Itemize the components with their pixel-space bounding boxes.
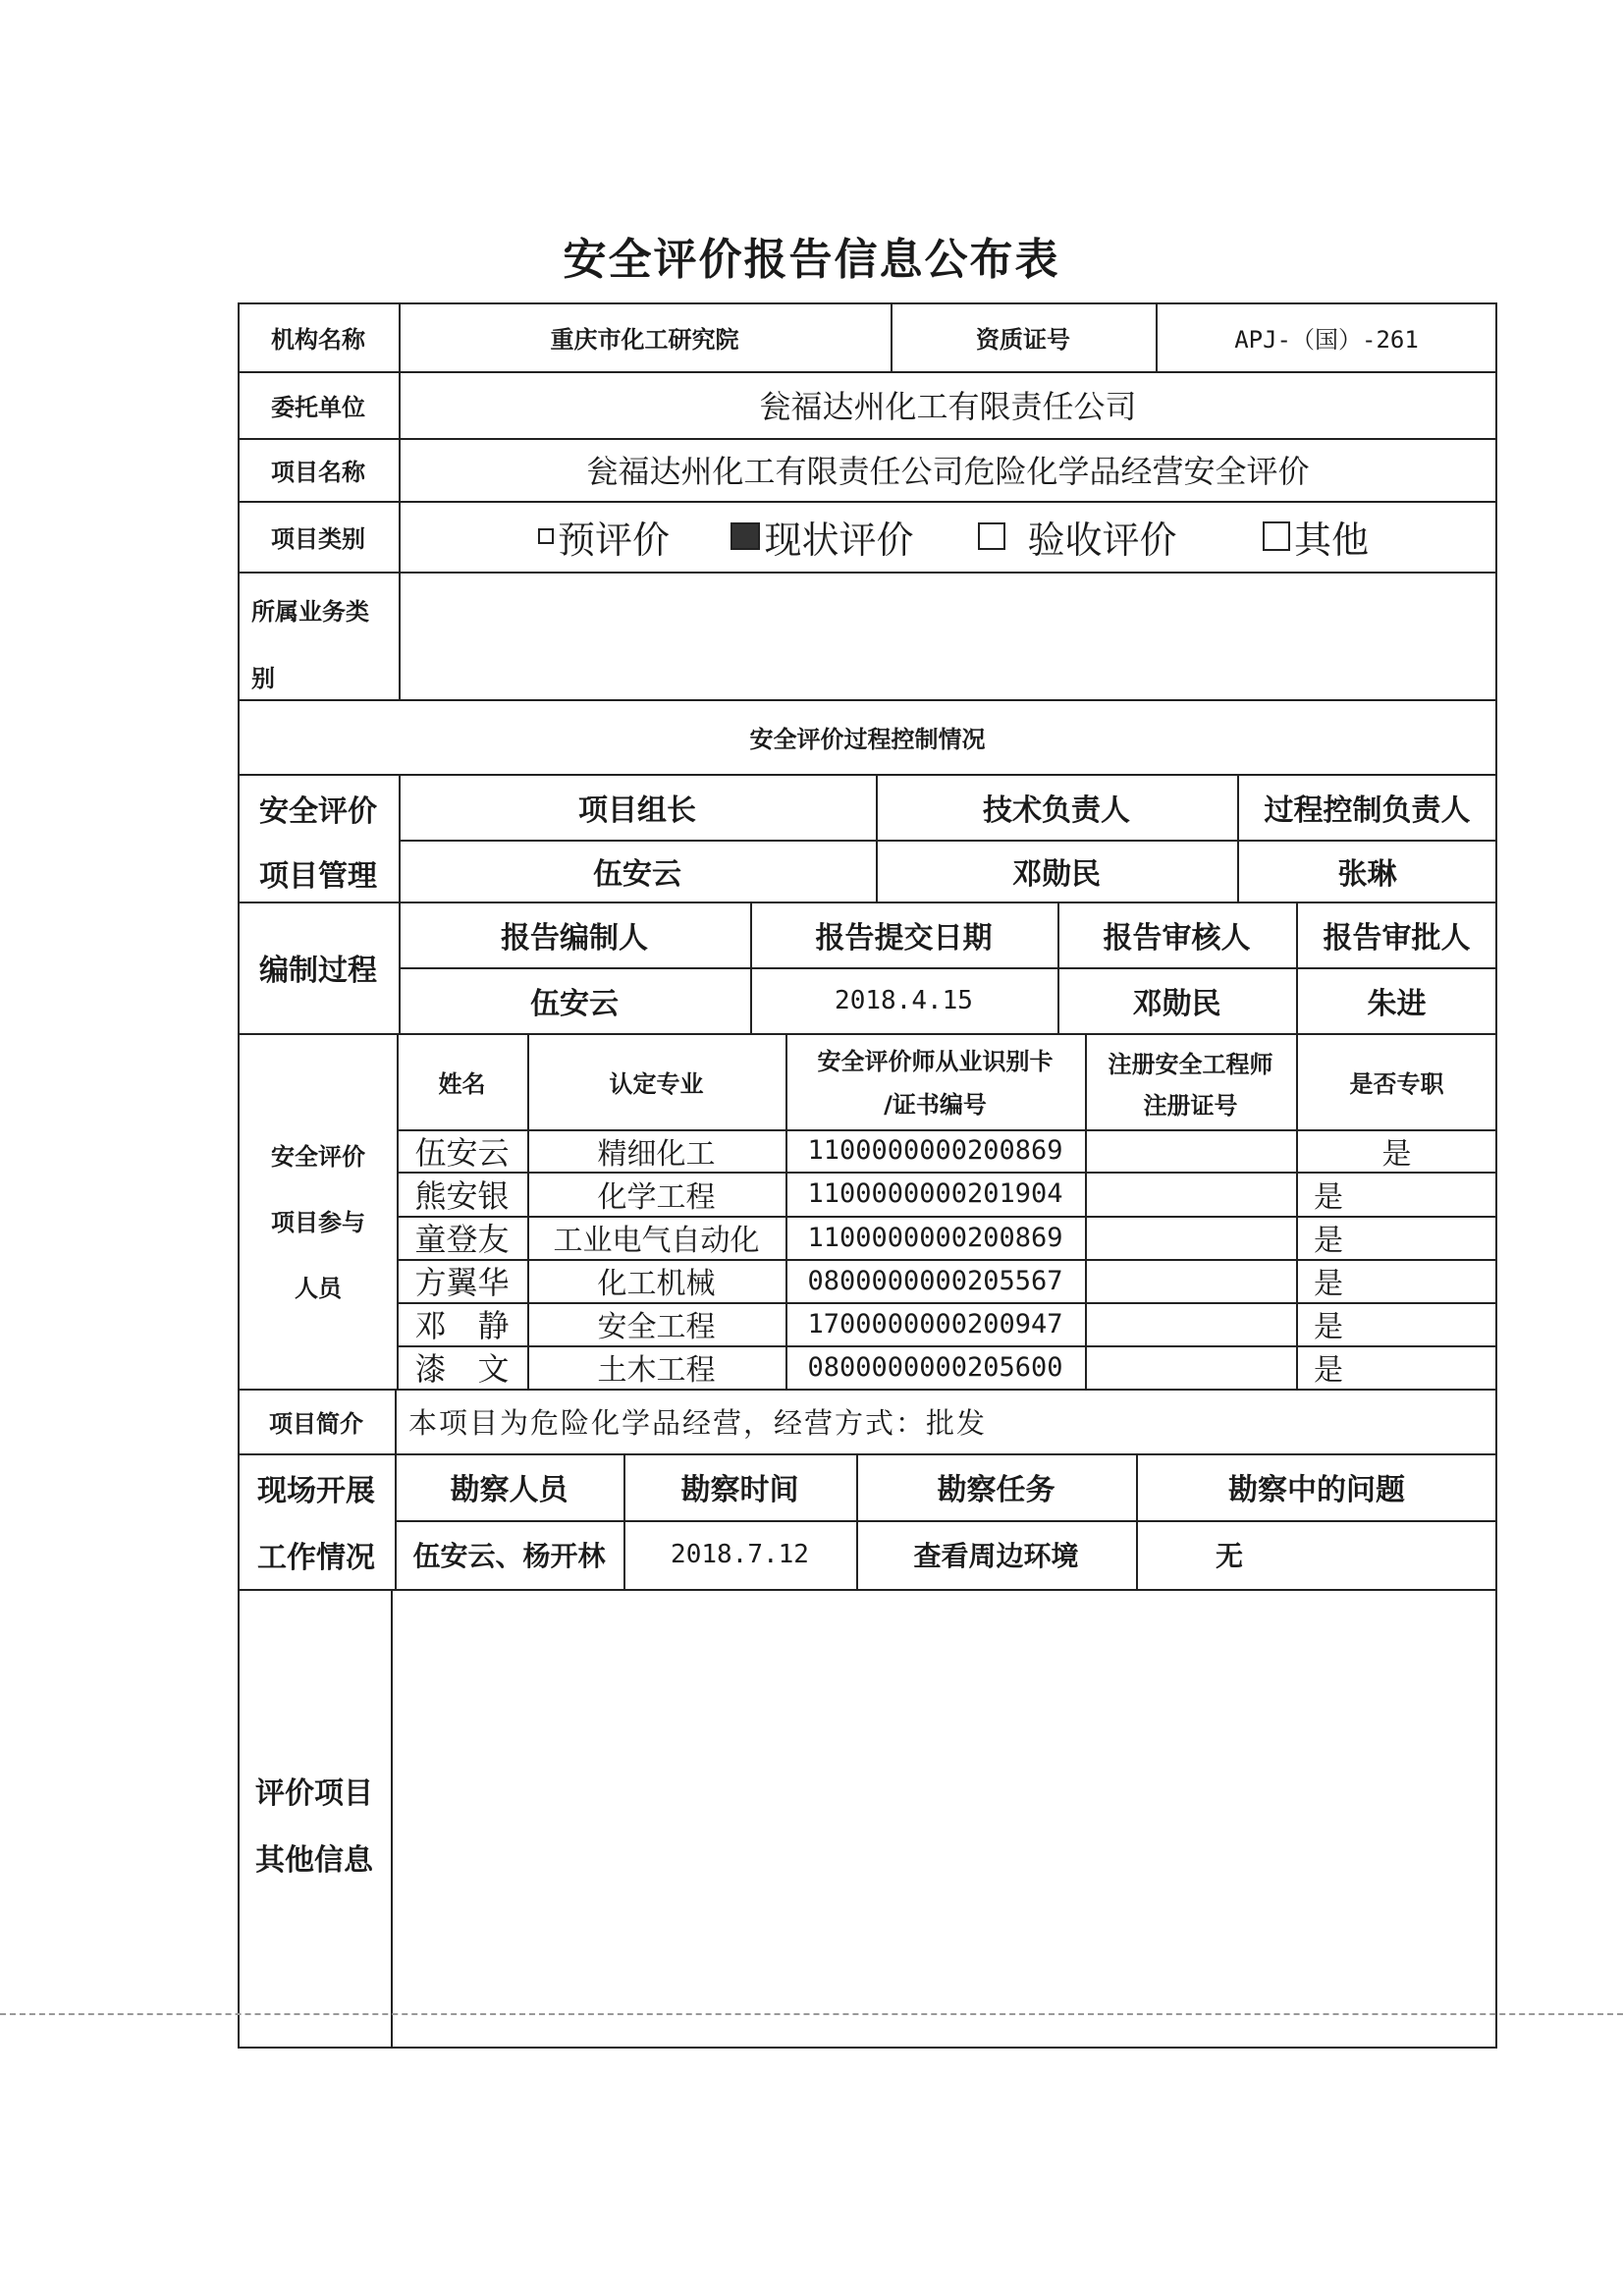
summary-label: 项目简介 xyxy=(269,1409,363,1438)
participant-name: 熊安银 xyxy=(414,1176,510,1215)
participant-fulltime: 是 xyxy=(1314,1310,1343,1344)
participant-name: 伍安云 xyxy=(414,1133,510,1172)
header-fulltime: 是否专职 xyxy=(1349,1069,1444,1098)
participant-major: 安全工程 xyxy=(597,1310,716,1344)
header-card-number-cont: /证书编号 xyxy=(884,1090,987,1119)
participant-name: 方翼华 xyxy=(414,1264,510,1301)
survey-date: 2018.7.12 xyxy=(671,1540,809,1569)
process-control-lead-name: 张琳 xyxy=(1337,856,1397,892)
participant-major: 化工机械 xyxy=(597,1267,716,1301)
header-survey-task: 勘察任务 xyxy=(937,1473,1055,1507)
participant-eng xyxy=(1085,1216,1296,1259)
cert-number: APJ-（国）-261 xyxy=(1234,325,1419,354)
participant-fulltime: 是 xyxy=(1314,1179,1343,1215)
summary-text: 本项目为危险化学品经营，经营方式：批发 xyxy=(408,1405,988,1440)
header-engineer-cert: 注册安全工程师 xyxy=(1108,1050,1273,1078)
participant-eng xyxy=(1085,1259,1296,1302)
participant-card: 1100000000200869 xyxy=(807,1222,1063,1253)
participant-name: 童登友 xyxy=(414,1221,510,1258)
participant-eng xyxy=(1085,1302,1296,1345)
header-engineer-cert-cont: 注册证号 xyxy=(1143,1091,1238,1120)
other-info-label-cont: 其他信息 xyxy=(255,1843,373,1878)
survey-issues: 无 xyxy=(1215,1540,1243,1572)
technical-lead-name: 邓勋民 xyxy=(1012,856,1101,892)
other-info-label: 评价项目 xyxy=(255,1777,373,1811)
participant-major: 土木工程 xyxy=(597,1353,716,1388)
header-team-leader: 项目组长 xyxy=(578,793,696,828)
report-author-name: 伍安云 xyxy=(530,986,619,1021)
category-option-label: 验收评价 xyxy=(1027,518,1177,562)
participants-label-end: 人员 xyxy=(295,1274,342,1302)
participant-fulltime: 是 xyxy=(1314,1353,1343,1388)
team-leader-name: 伍安云 xyxy=(593,856,681,892)
category-current-status xyxy=(722,501,923,572)
category-label: 项目类别 xyxy=(271,524,365,553)
participant-eng xyxy=(1085,1345,1296,1389)
participants-label-cont: 项目参与 xyxy=(271,1208,365,1236)
header-card-number: 安全评价师从业识别卡 xyxy=(817,1047,1054,1075)
header-survey-issues: 勘察中的问题 xyxy=(1228,1473,1405,1507)
site-work-label-cont: 工作情况 xyxy=(257,1541,375,1575)
approver-name: 朱进 xyxy=(1367,986,1427,1021)
business-type-value xyxy=(399,572,1497,699)
cert-label: 资质证号 xyxy=(976,325,1070,354)
category-acceptance xyxy=(972,501,1183,572)
participant-fulltime: 是 xyxy=(1314,1267,1343,1301)
participant-name: 漆 文 xyxy=(414,1350,510,1388)
category-option-label: 其他 xyxy=(1293,518,1369,562)
scan-fold-line xyxy=(0,2013,1623,2015)
header-report-author: 报告编制人 xyxy=(501,920,648,956)
compilation-label: 编制过程 xyxy=(259,954,377,988)
page-title: 安全评价报告信息公布表 xyxy=(563,235,1060,285)
checkbox-current-status xyxy=(730,522,760,550)
project-name: 瓮福达州化工有限责任公司危险化学品经营安全评价 xyxy=(586,453,1310,490)
header-submit-date: 报告提交日期 xyxy=(815,920,993,956)
participant-eng xyxy=(1085,1172,1296,1216)
category-other xyxy=(1257,501,1375,572)
checkbox-other xyxy=(1263,521,1290,551)
project-label: 项目名称 xyxy=(271,458,365,486)
reviewer-name: 邓勋民 xyxy=(1132,986,1221,1021)
management-label-cont: 项目管理 xyxy=(259,859,377,894)
process-control-title: 安全评价过程控制情况 xyxy=(749,725,986,753)
header-surveyors: 勘察人员 xyxy=(450,1473,568,1507)
other-info-value xyxy=(391,1589,1497,2049)
participant-name: 邓 静 xyxy=(414,1307,510,1344)
checkbox-pre-assessment xyxy=(538,528,554,544)
header-approver: 报告审批人 xyxy=(1323,920,1471,956)
header-name: 姓名 xyxy=(438,1069,486,1098)
participant-card: 0800000000205600 xyxy=(807,1351,1063,1383)
participant-major: 工业电气自动化 xyxy=(553,1224,760,1258)
category-pre-assessment xyxy=(530,501,677,572)
org-label: 机构名称 xyxy=(271,325,365,354)
submit-date: 2018.4.15 xyxy=(835,985,973,1015)
business-type-label-cont: 别 xyxy=(251,664,275,692)
client-label: 委托单位 xyxy=(271,393,365,421)
management-label: 安全评价 xyxy=(259,794,377,829)
surveyors-names: 伍安云、杨开林 xyxy=(412,1540,606,1572)
participant-fulltime: 是 xyxy=(1381,1136,1412,1172)
participant-major: 化学工程 xyxy=(597,1179,716,1215)
header-technical-lead: 技术负责人 xyxy=(983,793,1130,828)
header-survey-date: 勘察时间 xyxy=(680,1473,799,1507)
participant-card: 1700000000200947 xyxy=(807,1308,1063,1339)
participant-major: 精细化工 xyxy=(597,1136,716,1172)
category-option-label: 现状评价 xyxy=(764,518,914,562)
site-work-label: 现场开展 xyxy=(257,1474,375,1508)
header-major: 认定专业 xyxy=(609,1069,704,1098)
participant-card: 0800000000205567 xyxy=(807,1265,1063,1296)
header-process-control-lead: 过程控制负责人 xyxy=(1264,793,1471,828)
survey-task: 查看周边环境 xyxy=(913,1540,1079,1572)
header-reviewer: 报告审核人 xyxy=(1103,920,1251,956)
participant-fulltime: 是 xyxy=(1314,1224,1343,1258)
participant-card: 1100000000200869 xyxy=(807,1135,1063,1166)
participant-card: 1100000000201904 xyxy=(807,1178,1063,1209)
participants-label: 安全评价 xyxy=(271,1142,365,1171)
client-name: 瓮福达州化工有限责任公司 xyxy=(759,388,1137,425)
category-option-label: 预评价 xyxy=(557,518,670,562)
checkbox-acceptance xyxy=(978,522,1005,550)
org-name: 重庆市化工研究院 xyxy=(550,325,739,354)
business-type-label: 所属业务类 xyxy=(251,597,369,626)
participant-eng xyxy=(1085,1129,1296,1172)
